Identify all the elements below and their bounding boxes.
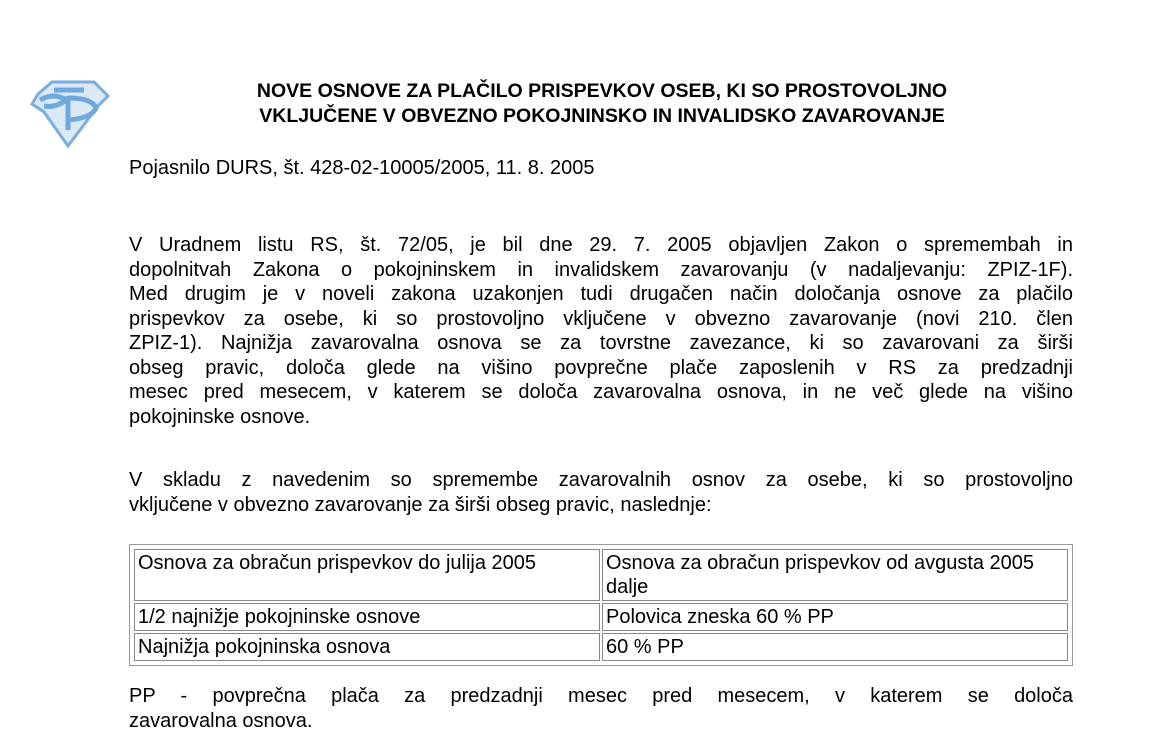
title-line: NOVE OSNOVE ZA PLAČILO PRISPEVKOV OSEB, KI SO PROSTOVOLJNO xyxy=(256,80,948,102)
text-line: mesec pred mesecem, v katerem se določa zavarovalna osnova, in ne več glede na višino xyxy=(129,381,1073,403)
table-row xyxy=(134,633,1068,661)
table-cell: Polovica zneska 60 % PP xyxy=(602,603,1068,631)
table-row xyxy=(134,603,1068,631)
paragraph-2 xyxy=(129,468,1073,517)
text-line: prispevkov za osebe, ki so prostovoljno vključene v obvezno zavarovanje (novi 210. člen xyxy=(129,307,1073,330)
document-title xyxy=(130,79,1074,129)
text-line: PP - povprečna plača za predzadnji mesec pred mesecem, v katerem se določa xyxy=(129,685,1073,707)
text-line: Med drugim je v noveli zakona uzakonjen tudi drugačen način določanja osnove za plačilo xyxy=(129,283,1073,305)
logo-icon xyxy=(28,76,112,148)
text-line: V Uradnem listu RS, št. 72/05, je bil dne 29. 7. 2005 objavljen Zakon o spremembah in xyxy=(129,234,1073,256)
text-line: zavarovalna osnova. xyxy=(129,709,313,732)
table-cell: 1/2 najnižje pokojninske osnove xyxy=(134,603,600,631)
title-line: VKLJUČENE V OBVEZNO POKOJNINSKO IN INVALIDSKO ZAVAROVANJE xyxy=(259,105,945,127)
text-line: pokojninske osnove. xyxy=(129,405,311,428)
table-cell: Najnižja pokojninska osnova xyxy=(134,633,600,661)
table-cell: 60 % PP xyxy=(602,633,1068,661)
text-line: dopolnitvah Zakona o pokojninskem in invalidskem zavarovanju (v nadaljevanju: ZPIZ-1F). xyxy=(129,258,1073,281)
text-line: ZPIZ-1). Najnižja zavarovalna osnova se za tovrstne zavezance, ki so zavarovani za širši xyxy=(129,332,1073,354)
paragraph-3 xyxy=(129,684,1073,733)
contribution-table xyxy=(129,544,1073,666)
text-line: obseg pravic, določa glede na višino povprečne plače zaposlenih v RS za predzadnji xyxy=(129,356,1073,379)
document-subtitle: Pojasnilo DURS, št. 428-02-10005/2005, 11. 8. 2005 xyxy=(129,157,595,179)
table-row xyxy=(134,549,1068,601)
table-cell: Osnova za obračun prispevkov do julija 2005 xyxy=(134,549,600,601)
text-line: vključene v obvezno zavarovanje za širši obseg pravic, naslednje: xyxy=(129,493,712,516)
paragraph-1 xyxy=(129,233,1073,429)
table-cell: Osnova za obračun prispevkov od avgusta 2005 dalje xyxy=(602,549,1068,601)
text-line: V skladu z navedenim so spremembe zavarovalnih osnov za osebe, ki so prostovoljno xyxy=(129,469,1073,491)
